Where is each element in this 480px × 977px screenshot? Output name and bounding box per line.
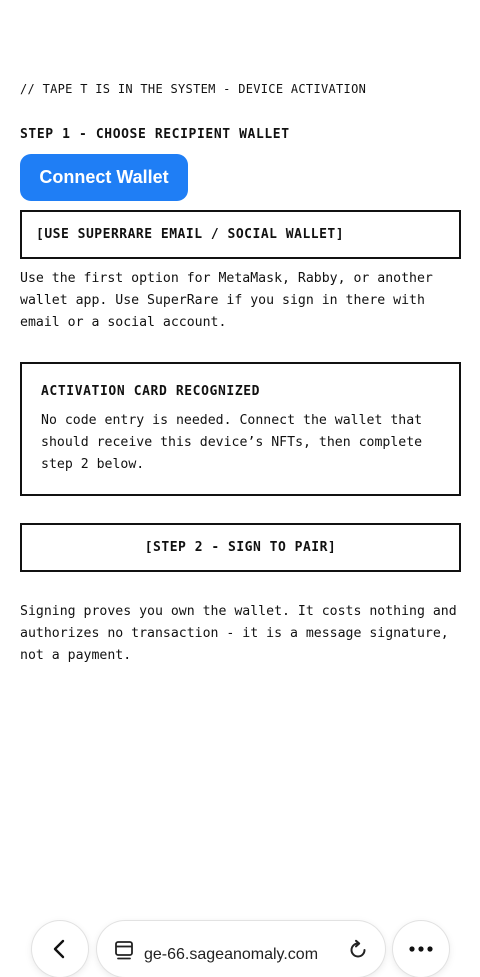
more-icon <box>408 945 434 953</box>
address-bar[interactable] <box>97 921 385 977</box>
url-text[interactable]: ge-66.sageanomaly.com <box>144 946 319 963</box>
connect-wallet-button[interactable]: Connect Wallet <box>20 154 188 201</box>
back-button[interactable] <box>32 921 88 977</box>
wallet-help-text: Use the first option for MetaMask, Rabby, or another wallet app. Use SuperRare if you sign in there with email or a social account. <box>20 271 433 330</box>
page-title: // TAPE T IS IN THE SYSTEM - DEVICE ACTIVATION <box>20 82 367 96</box>
signing-help-text: Signing proves you own the wallet. It costs nothing and authorizes no transaction - it is a message signature, not a payment. <box>20 604 457 663</box>
reload-icon[interactable] <box>347 939 369 961</box>
sign-to-pair-button[interactable]: [STEP 2 - SIGN TO PAIR] <box>20 523 461 572</box>
chevron-left-icon <box>49 938 71 960</box>
activation-card <box>20 362 461 496</box>
browser-toolbar <box>0 915 480 965</box>
step-1-label: STEP 1 - CHOOSE RECIPIENT WALLET <box>20 127 290 142</box>
tabs-icon[interactable] <box>113 939 135 961</box>
more-button[interactable] <box>393 921 449 977</box>
superrare-wallet-button[interactable]: [USE SUPERRARE EMAIL / SOCIAL WALLET] <box>20 210 461 259</box>
activation-card-title: ACTIVATION CARD RECOGNIZED <box>41 384 261 399</box>
activation-card-body: No code entry is needed. Connect the wallet that should receive this device’s NFTs, then complete step 2 below. <box>41 413 423 472</box>
